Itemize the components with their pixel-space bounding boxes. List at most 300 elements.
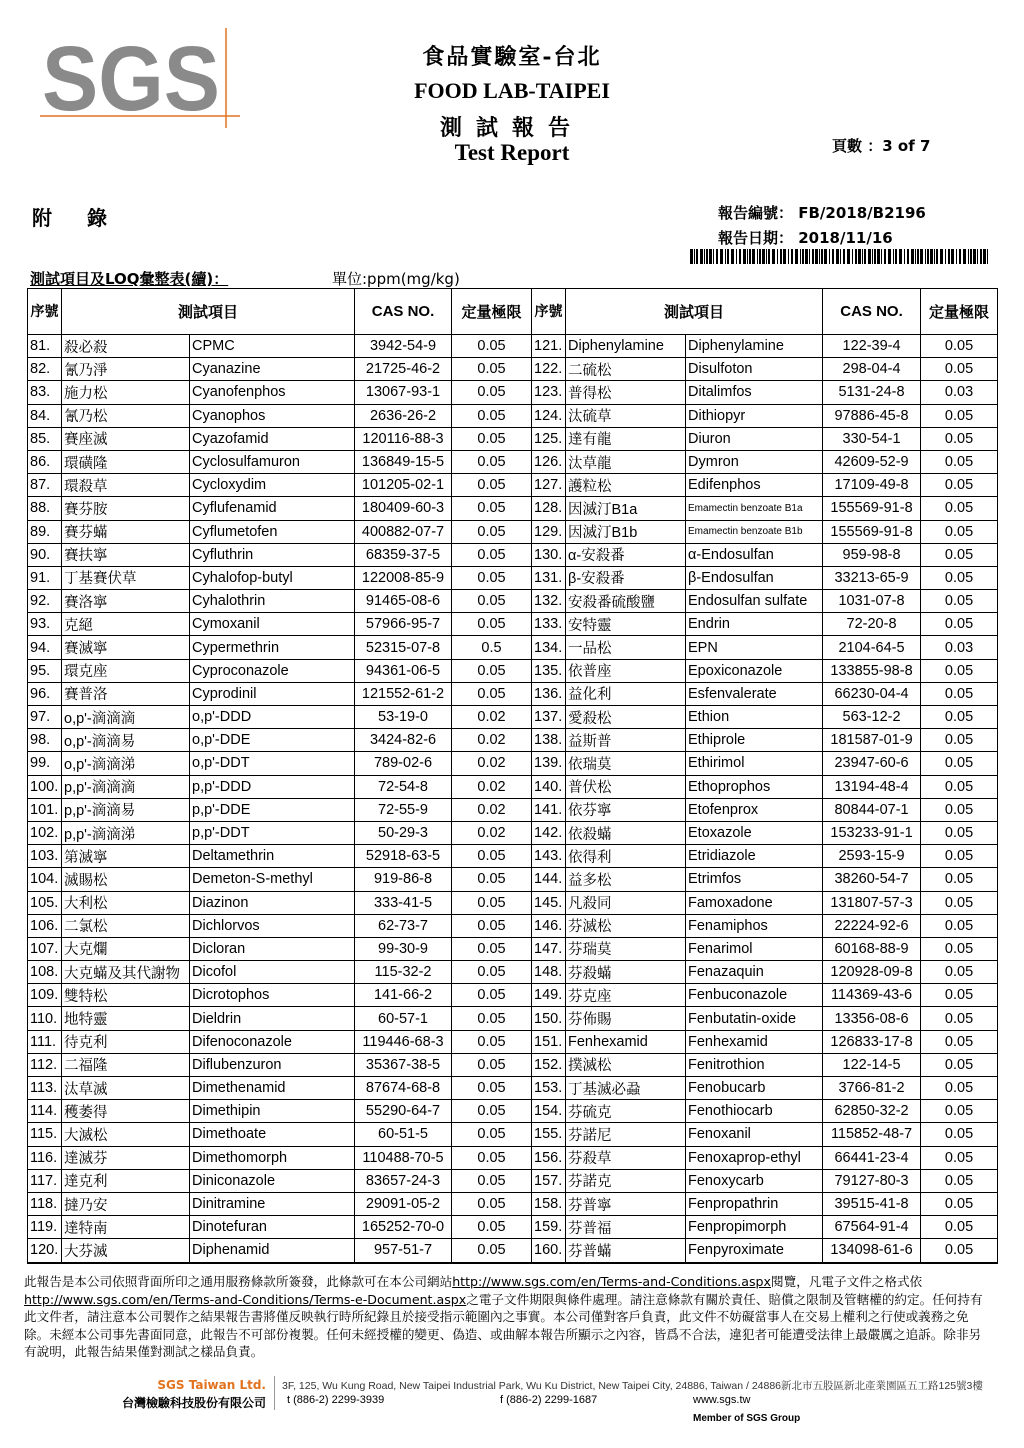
header-loq-right: 定量極限: [921, 289, 998, 335]
footer-website[interactable]: www.sgs.tw: [693, 1394, 751, 1406]
item-name-en: Dimethomorph: [190, 1146, 355, 1169]
table-row: [28, 868, 998, 891]
item-name-zh: 雙特松: [62, 984, 190, 1007]
loq-value: 0.05: [921, 543, 998, 566]
barcode-bar: [762, 249, 765, 264]
loq-value: 0.05: [452, 1077, 532, 1100]
loq-value: 0.05: [452, 659, 532, 682]
item-name-en: Cyazofamid: [190, 427, 355, 450]
item-name-en: Dimethenamid: [190, 1077, 355, 1100]
loq-value: 0.05: [452, 868, 532, 891]
lab-name-zh: 食品實驗室-台北: [422, 44, 602, 70]
barcode-bar: [917, 249, 919, 264]
item-name-zh: 汰硫草: [566, 404, 686, 427]
item-name-en: Cyanazine: [190, 358, 355, 381]
item-name-en: p,p'-DDE: [190, 798, 355, 821]
item-name-en: Endosulfan sulfate: [686, 590, 823, 613]
item-name-en: β-Endosulfan: [686, 566, 823, 589]
barcode-bar: [881, 249, 882, 264]
cas-number: 60-57-1: [355, 1007, 452, 1030]
barcode-bar: [899, 249, 902, 264]
item-name-zh: 芬滅松: [566, 914, 686, 937]
cas-number: 400882-07-7: [355, 520, 452, 543]
row-number: 83.: [28, 381, 62, 404]
table-row: [28, 381, 998, 404]
loq-value: 0.02: [452, 775, 532, 798]
item-name-en: Cyanophos: [190, 404, 355, 427]
item-name-en: Difenoconazole: [190, 1030, 355, 1053]
barcode-bar: [768, 249, 770, 264]
cas-number: 5131-24-8: [823, 381, 921, 404]
barcode-bar: [973, 249, 976, 264]
loq-value: 0.05: [452, 358, 532, 381]
loq-value: 0.05: [921, 1030, 998, 1053]
item-name-en: Dithiopyr: [686, 404, 823, 427]
cas-number: 66441-23-4: [823, 1146, 921, 1169]
loq-value: 0.03: [921, 381, 998, 404]
row-number: 140.: [532, 775, 566, 798]
item-name-en: Diflubenzuron: [190, 1053, 355, 1076]
loq-value: 0.05: [921, 450, 998, 473]
table-row: [28, 474, 998, 497]
item-name-en: Cyanofenphos: [190, 381, 355, 404]
table-row: [28, 914, 998, 937]
barcode-bar: [739, 249, 741, 264]
item-name-en: Edifenphos: [686, 474, 823, 497]
barcode-bar: [987, 249, 988, 264]
item-name-en: Disulfoton: [686, 358, 823, 381]
loq-value: 0.05: [921, 520, 998, 543]
table-row: [28, 358, 998, 381]
barcode-bar: [915, 249, 916, 264]
table-row: [28, 1123, 998, 1146]
item-name-zh: 克絕: [62, 613, 190, 636]
cas-number: 3424-82-6: [355, 729, 452, 752]
item-name-en: Demeton-S-methyl: [190, 868, 355, 891]
report-number-label: 報告編號：: [718, 204, 794, 222]
barcode-bar: [983, 249, 986, 264]
barcode-bar: [872, 249, 873, 264]
barcode-bar: [700, 249, 703, 264]
row-number: 144.: [532, 868, 566, 891]
row-number: 138.: [532, 729, 566, 752]
cas-number: 17109-49-8: [823, 474, 921, 497]
company-name-zh: 台灣檢驗科技股份有限公司: [121, 1396, 266, 1410]
loq-value: 0.05: [452, 1146, 532, 1169]
item-name-zh: 一品松: [566, 636, 686, 659]
item-name-zh: 賽扶寧: [62, 543, 190, 566]
loq-value: 0.05: [452, 613, 532, 636]
barcode-bar: [802, 249, 804, 264]
loq-value: 0.05: [452, 1100, 532, 1123]
cas-number: 165252-70-0: [355, 1216, 452, 1239]
cas-number: 72-55-9: [355, 798, 452, 821]
barcode-bar: [963, 249, 966, 264]
row-number: 101.: [28, 798, 62, 821]
item-name-zh: 達特南: [62, 1216, 190, 1239]
row-number: 152.: [532, 1053, 566, 1076]
item-name-zh: 益斯普: [566, 729, 686, 752]
cas-number: 72-54-8: [355, 775, 452, 798]
item-name-zh: 二福隆: [62, 1053, 190, 1076]
barcode-bar: [936, 249, 938, 264]
row-number: 111.: [28, 1030, 62, 1053]
item-name-zh: 賽滅寧: [62, 636, 190, 659]
item-name-zh: 氰乃松: [62, 404, 190, 427]
barcode-bar: [934, 249, 935, 264]
row-number: 153.: [532, 1077, 566, 1100]
loq-value: 0.05: [921, 682, 998, 705]
cas-number: 957-51-7: [355, 1239, 452, 1263]
cas-number: 94361-06-5: [355, 659, 452, 682]
item-name-zh: o,p'-滴滴滴: [62, 706, 190, 729]
cas-number: 52315-07-8: [355, 636, 452, 659]
cas-number: 87674-68-8: [355, 1077, 452, 1100]
cas-number: 39515-41-8: [823, 1192, 921, 1215]
loq-value: 0.05: [921, 1100, 998, 1123]
item-name-en: p,p'-DDD: [190, 775, 355, 798]
loq-value: 0.5: [452, 636, 532, 659]
loq-value: 0.05: [921, 1192, 998, 1215]
row-number: 98.: [28, 729, 62, 752]
cas-number: 42609-52-9: [823, 450, 921, 473]
row-number: 157.: [532, 1169, 566, 1192]
item-name-zh: 丁基賽伏草: [62, 566, 190, 589]
item-name-zh: 賽座滅: [62, 427, 190, 450]
barcode-bar: [783, 249, 786, 264]
item-name-en: Etridiazole: [686, 845, 823, 868]
loq-value: 0.05: [921, 914, 998, 937]
row-number: 81.: [28, 335, 62, 358]
cas-number: 115-32-2: [355, 961, 452, 984]
header-item-right: 測試項目: [566, 289, 823, 335]
header-item-left: 測試項目: [62, 289, 355, 335]
cas-number: 33213-65-9: [823, 566, 921, 589]
row-number: 103.: [28, 845, 62, 868]
loq-value: 0.05: [921, 868, 998, 891]
loq-value: 0.05: [921, 1123, 998, 1146]
row-number: 122.: [532, 358, 566, 381]
table-row: [28, 590, 998, 613]
item-name-zh: 地特靈: [62, 1007, 190, 1030]
loq-value: 0.05: [452, 1123, 532, 1146]
loq-value: 0.05: [452, 1239, 532, 1263]
item-name-zh: 芬普蟎: [566, 1239, 686, 1263]
item-name-zh: o,p'-滴滴易: [62, 729, 190, 752]
cas-number: 181587-01-9: [823, 729, 921, 752]
barcode-bar: [791, 249, 793, 264]
barcode-bar: [736, 249, 737, 264]
item-name-en: Dinitramine: [190, 1192, 355, 1215]
barcode-bar: [757, 249, 758, 264]
table-row: [28, 1030, 998, 1053]
cas-number: 13356-08-6: [823, 1007, 921, 1030]
item-name-en: Dicrotophos: [190, 984, 355, 1007]
item-name-zh: 芬殺草: [566, 1146, 686, 1169]
cas-number: 919-86-8: [355, 868, 452, 891]
item-name-en: Diphenamid: [190, 1239, 355, 1263]
loq-value: 0.05: [921, 775, 998, 798]
item-name-en: Etoxazole: [686, 821, 823, 844]
item-name-zh: 大利松: [62, 891, 190, 914]
item-name-zh: 滅賜松: [62, 868, 190, 891]
item-name-en: Fenpyroximate: [686, 1239, 823, 1263]
cas-number: 83657-24-3: [355, 1169, 452, 1192]
row-number: 107.: [28, 937, 62, 960]
item-name-zh: 普得松: [566, 381, 686, 404]
cas-number: 22224-92-6: [823, 914, 921, 937]
barcode-bar: [840, 249, 841, 264]
table-row: [28, 1216, 998, 1239]
barcode-bar: [743, 249, 746, 264]
barcode-bar: [847, 249, 850, 264]
row-number: 116.: [28, 1146, 62, 1169]
barcode-bar: [713, 249, 714, 264]
loq-value: 0.02: [452, 729, 532, 752]
barcode-bar: [904, 249, 905, 264]
item-name-en: EPN: [686, 636, 823, 659]
loq-value: 0.05: [921, 1007, 998, 1030]
logo-text: SGS: [42, 28, 220, 128]
loq-value: 0.02: [452, 821, 532, 844]
item-name-zh: 護粒松: [566, 474, 686, 497]
barcode-bar: [824, 249, 827, 264]
cas-number: 68359-37-5: [355, 543, 452, 566]
item-name-zh: β-安殺番: [566, 566, 686, 589]
item-name-zh: 撲滅松: [566, 1053, 686, 1076]
item-name-zh: 芬殺蟎: [566, 961, 686, 984]
item-name-en: Diazinon: [190, 891, 355, 914]
row-number: 120.: [28, 1239, 62, 1263]
row-number: 104.: [28, 868, 62, 891]
barcode-bar: [907, 249, 909, 264]
loq-value: 0.05: [921, 706, 998, 729]
barcode-bar: [855, 249, 857, 264]
item-name-en: Fenarimol: [686, 937, 823, 960]
item-name-en: Fenothiocarb: [686, 1100, 823, 1123]
footer-address: 3F, 125, Wu Kung Road, New Taipei Industrial Park, Wu Ku District, New Taipei City, 24886, Taiwan / 24886新北市五股區新北產業園區五工路125號3樓: [282, 1380, 983, 1392]
row-number: 156.: [532, 1146, 566, 1169]
table-row: [28, 798, 998, 821]
barcode-bar: [945, 249, 946, 264]
company-name-en: SGS Taiwan Ltd.: [157, 1378, 266, 1392]
barcode-bar: [977, 249, 978, 264]
footer-divider: [274, 1376, 275, 1410]
cas-number: 298-04-4: [823, 358, 921, 381]
cas-number: 99-30-9: [355, 937, 452, 960]
item-name-zh: 因滅汀B1a: [566, 497, 686, 520]
table-row: [28, 1007, 998, 1030]
barcode-bar: [709, 249, 712, 264]
item-name-zh: 益化利: [566, 682, 686, 705]
item-name-en: Esfenvalerate: [686, 682, 823, 705]
cas-number: 2636-26-2: [355, 404, 452, 427]
item-name-en: Cyfluthrin: [190, 543, 355, 566]
barcode-bar: [759, 249, 761, 264]
row-number: 121.: [532, 335, 566, 358]
loq-value: 0.05: [921, 1146, 998, 1169]
item-name-zh: 穫萎得: [62, 1100, 190, 1123]
cas-number: 52918-63-5: [355, 845, 452, 868]
loq-value: 0.05: [921, 961, 998, 984]
loq-value: 0.05: [452, 404, 532, 427]
item-name-zh: 第滅寧: [62, 845, 190, 868]
loq-value: 0.05: [452, 381, 532, 404]
loq-value: 0.05: [921, 474, 998, 497]
barcode-bar: [948, 249, 950, 264]
cas-number: 21725-46-2: [355, 358, 452, 381]
item-name-zh: o,p'-滴滴涕: [62, 752, 190, 775]
loq-value: 0.05: [921, 1239, 998, 1263]
item-name-en: Cyproconazole: [190, 659, 355, 682]
item-name-zh: 大滅松: [62, 1123, 190, 1146]
item-name-en: Fenhexamid: [686, 1030, 823, 1053]
report-date: [718, 227, 893, 248]
cas-number: 67564-91-4: [823, 1216, 921, 1239]
disclaimer-part2: 閱覽，凡電子文件之格式依: [771, 1274, 923, 1289]
cas-number: 3766-81-2: [823, 1077, 921, 1100]
row-number: 85.: [28, 427, 62, 450]
terms-link[interactable]: http://www.sgs.com/en/Terms-and-Conditions.aspx: [452, 1274, 772, 1289]
cas-number: 55290-64-7: [355, 1100, 452, 1123]
cas-number: 330-54-1: [823, 427, 921, 450]
row-number: 124.: [532, 404, 566, 427]
row-number: 90.: [28, 543, 62, 566]
cas-number: 136849-15-5: [355, 450, 452, 473]
table-row: [28, 659, 998, 682]
loq-value: 0.05: [921, 891, 998, 914]
barcode-bar: [874, 249, 876, 264]
row-number: 125.: [532, 427, 566, 450]
report-type-en: Test Report: [454, 140, 570, 165]
item-name-en: Fenobucarb: [686, 1077, 823, 1100]
item-name-zh: 益多松: [566, 868, 686, 891]
table-row: [28, 497, 998, 520]
cas-number: 13067-93-1: [355, 381, 452, 404]
cas-number: 122-14-5: [823, 1053, 921, 1076]
barcode-bar: [815, 249, 818, 264]
barcode-bar: [864, 249, 866, 264]
table-row: [28, 566, 998, 589]
cas-number: 72-20-8: [823, 613, 921, 636]
barcode-bar: [749, 249, 751, 264]
barcode-bar: [694, 249, 695, 264]
row-number: 114.: [28, 1100, 62, 1123]
barcode-bar: [752, 249, 755, 264]
report-type-zh: 測試報告: [439, 115, 584, 141]
barcode-bar: [829, 249, 830, 264]
row-number: 150.: [532, 1007, 566, 1030]
cas-number: 13194-48-4: [823, 775, 921, 798]
loq-value: 0.05: [452, 520, 532, 543]
item-name-en: Ethion: [686, 706, 823, 729]
loq-value: 0.05: [452, 335, 532, 358]
barcode-bar: [727, 249, 729, 264]
item-name-zh: 大克蟎及其代謝物: [62, 961, 190, 984]
row-number: 88.: [28, 497, 62, 520]
row-number: 109.: [28, 984, 62, 1007]
table-row: [28, 427, 998, 450]
terms-e-document-link[interactable]: http://www.sgs.com/en/Terms-and-Conditions/Terms-e-Document.aspx: [24, 1291, 467, 1307]
barcode-bar: [895, 249, 897, 264]
loq-value: 0.05: [921, 335, 998, 358]
page-label: 頁數 ：: [832, 137, 883, 155]
report-number-value: FB/2018/B2196: [798, 204, 926, 222]
barcode-bar: [780, 249, 782, 264]
cas-number: 1031-07-8: [823, 590, 921, 613]
footer-company: [96, 1378, 266, 1411]
loq-value: 0.05: [921, 1053, 998, 1076]
row-number: 123.: [532, 381, 566, 404]
item-name-en: p,p'-DDT: [190, 821, 355, 844]
table-row: [28, 821, 998, 844]
cas-number: 60168-88-9: [823, 937, 921, 960]
header-cas-right: CAS NO.: [823, 289, 921, 335]
item-name-en: Cypermethrin: [190, 636, 355, 659]
loq-value: 0.05: [452, 427, 532, 450]
table-row: [28, 845, 998, 868]
table-unit: 單位:ppm(mg/kg): [332, 270, 460, 288]
row-number: 132.: [532, 590, 566, 613]
barcode-bar: [747, 249, 748, 264]
row-number: 119.: [28, 1216, 62, 1239]
barcode-bar: [731, 249, 734, 264]
row-number: 97.: [28, 706, 62, 729]
item-name-zh: 凡殺同: [566, 891, 686, 914]
row-number: 135.: [532, 659, 566, 682]
loq-value: 0.05: [921, 1077, 998, 1100]
table-row: [28, 613, 998, 636]
cas-number: 66230-04-4: [823, 682, 921, 705]
loq-value: 0.05: [452, 845, 532, 868]
row-number: 142.: [532, 821, 566, 844]
barcode-bar: [812, 249, 814, 264]
barcode-bar: [920, 249, 923, 264]
item-name-zh: Fenhexamid: [566, 1030, 686, 1053]
cas-number: 120116-88-3: [355, 427, 452, 450]
row-number: 89.: [28, 520, 62, 543]
loq-value: 0.02: [452, 752, 532, 775]
item-name-en: Fenpropathrin: [686, 1192, 823, 1215]
cas-number: 121552-61-2: [355, 682, 452, 705]
item-name-zh: 普伏松: [566, 775, 686, 798]
row-number: 100.: [28, 775, 62, 798]
item-name-en: Fenazaquin: [686, 961, 823, 984]
item-name-en: Cyhalothrin: [190, 590, 355, 613]
item-name-zh: p,p'-滴滴涕: [62, 821, 190, 844]
barcode-bar: [788, 249, 789, 264]
loq-table: [27, 288, 998, 1264]
cas-number: 180409-60-3: [355, 497, 452, 520]
item-name-zh: 依芬寧: [566, 798, 686, 821]
barcode-bar: [951, 249, 954, 264]
item-name-zh: 依得利: [566, 845, 686, 868]
cas-number: 57966-95-7: [355, 613, 452, 636]
report-number: [718, 202, 926, 223]
table-row: [28, 1192, 998, 1215]
item-name-en: Cyflufenamid: [190, 497, 355, 520]
item-name-zh: 待克利: [62, 1030, 190, 1053]
cas-number: 119446-68-3: [355, 1030, 452, 1053]
item-name-en: Ditalimfos: [686, 381, 823, 404]
cas-number: 134098-61-6: [823, 1239, 921, 1263]
row-number: 84.: [28, 404, 62, 427]
loq-value: 0.05: [921, 821, 998, 844]
loq-value: 0.05: [921, 427, 998, 450]
item-name-zh: 二硫松: [566, 358, 686, 381]
item-name-zh: 達克利: [62, 1169, 190, 1192]
barcode-bar: [766, 249, 767, 264]
